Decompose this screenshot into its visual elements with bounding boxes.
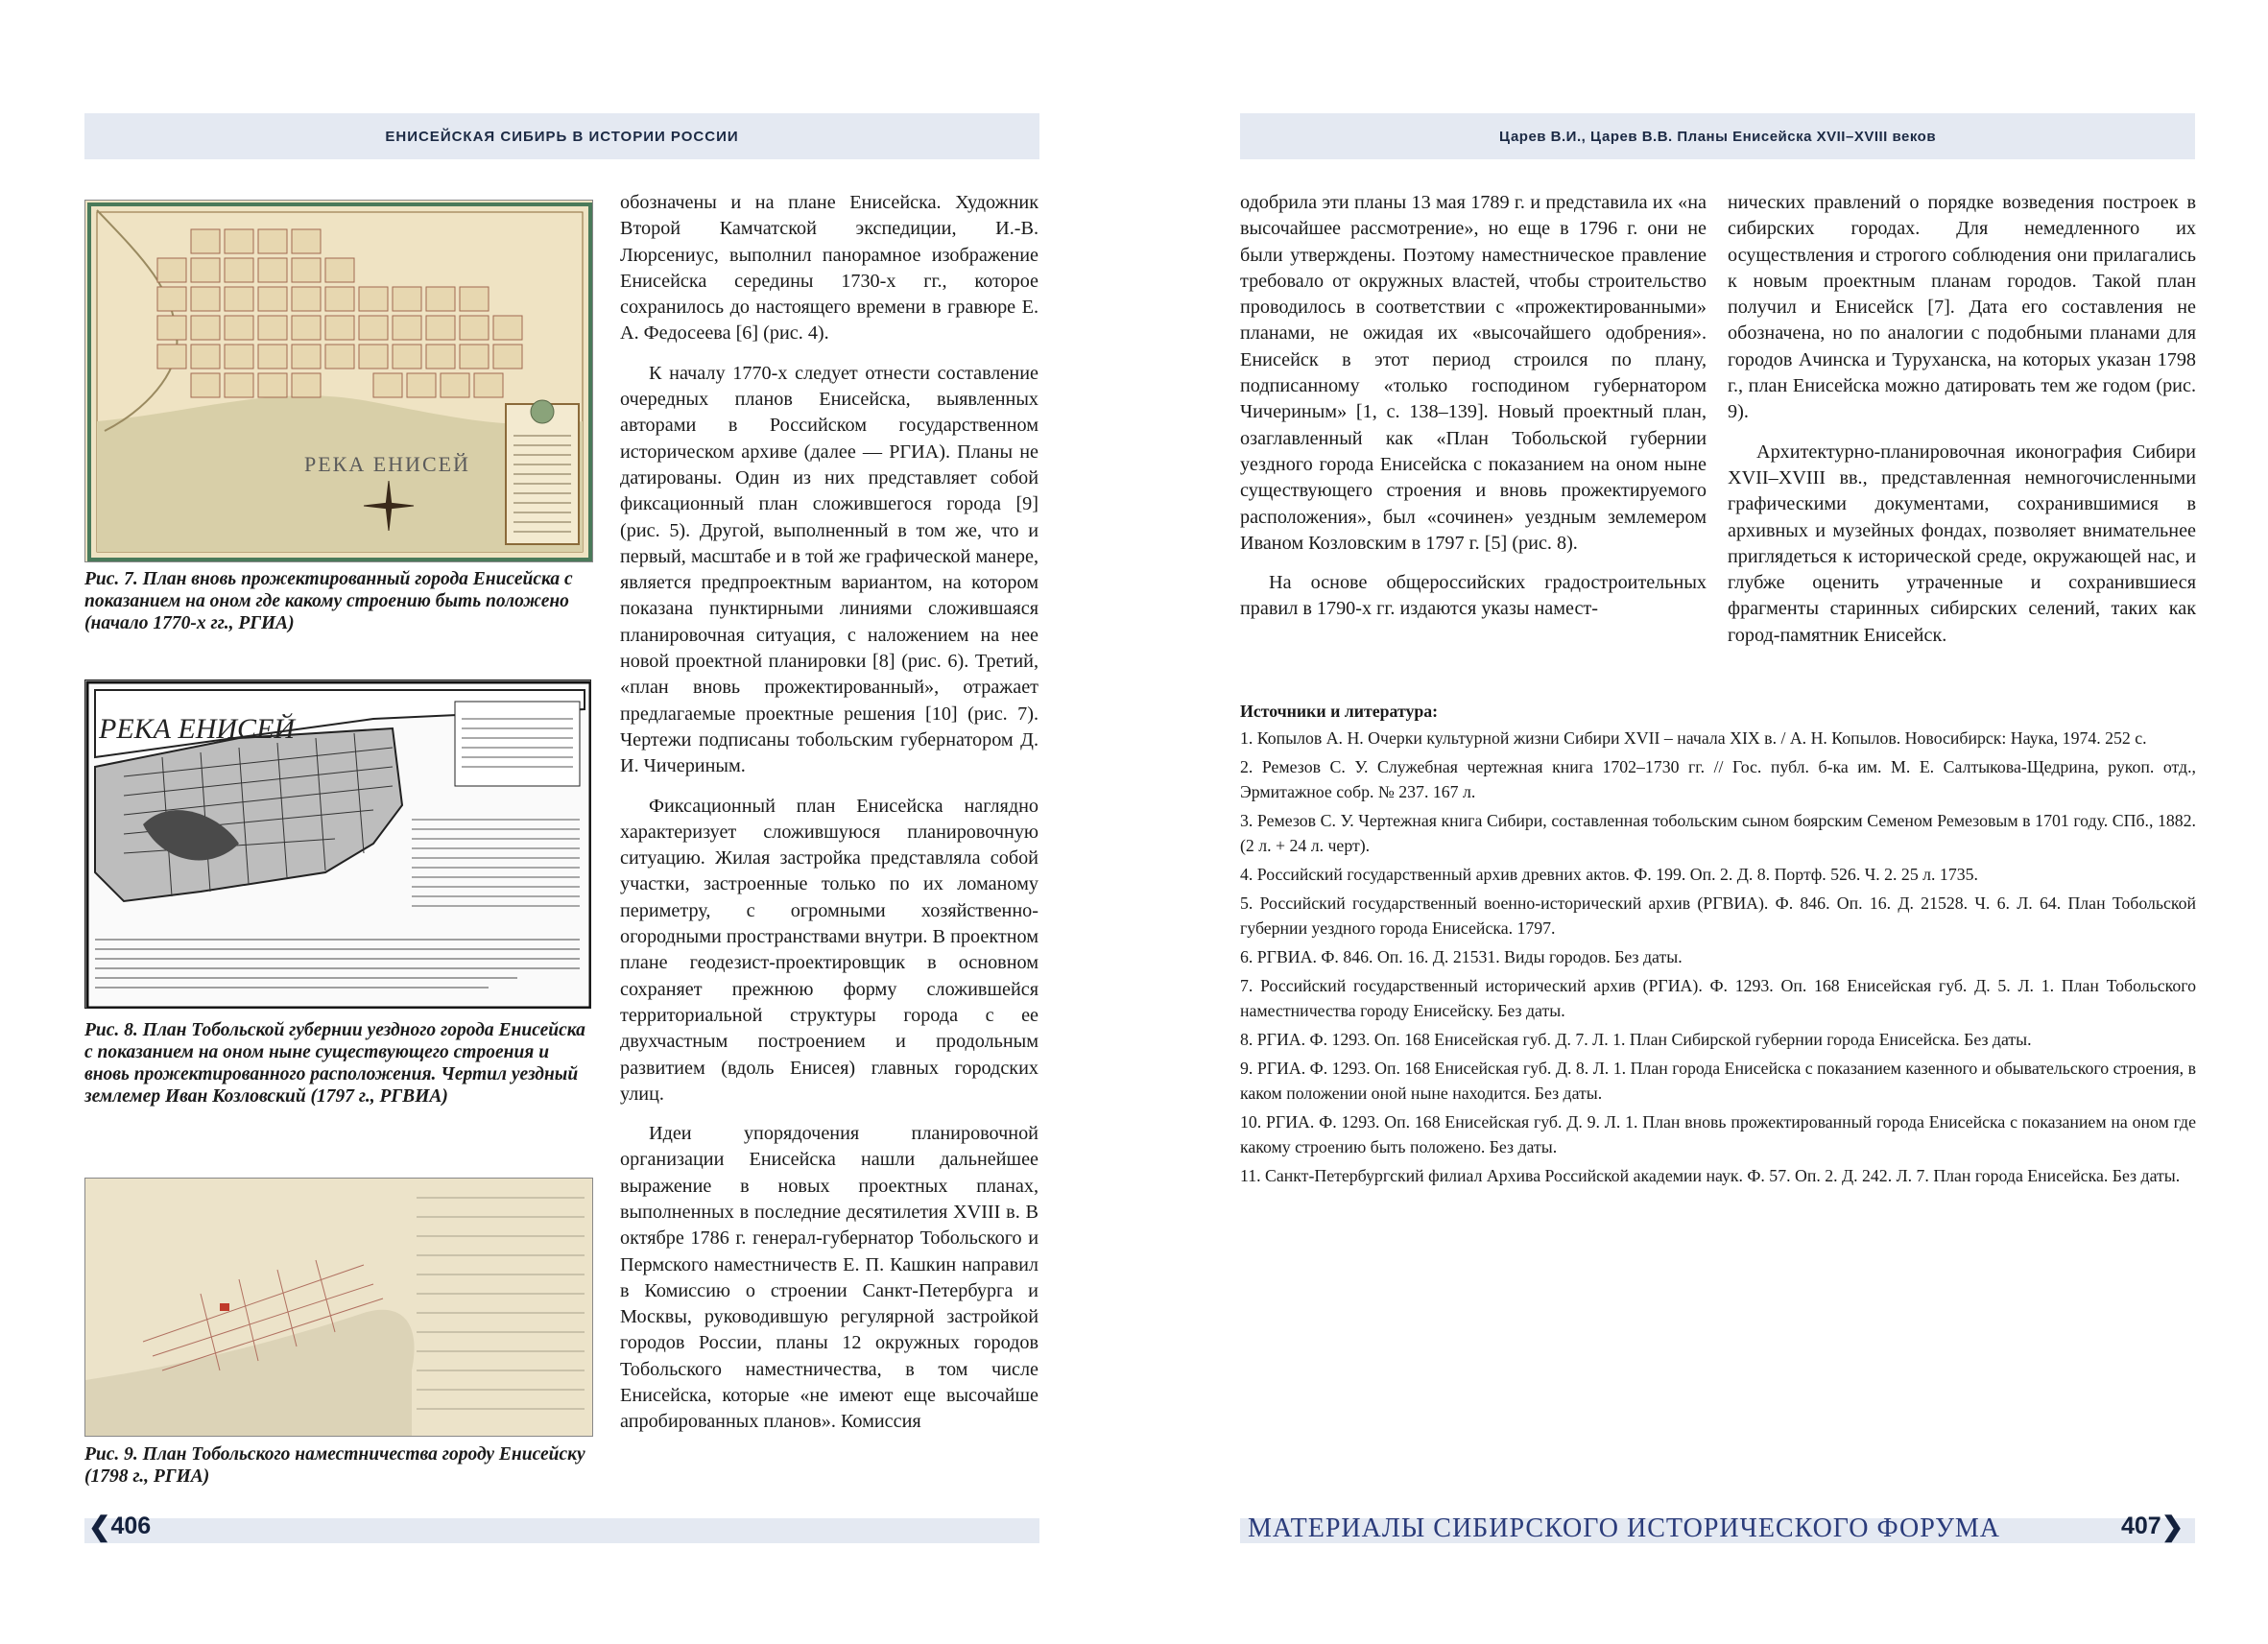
reference-item: 10. РГИА. Ф. 1293. Оп. 168 Енисейская губ. Д. 9. Л. 1. План вновь прожектированный города Енисейска с показанием на оном где какому строению быть положено. Без даты. <box>1240 1112 2196 1156</box>
page-number-right-value: 407 <box>2121 1513 2161 1539</box>
figure-8-map <box>84 679 591 1009</box>
reference-item: 9. РГИА. Ф. 1293. Оп. 168 Енисейская губ. Д. 8. Л. 1. План города Енисейска с показанием казенного и обывательского строения, в каком положении оной ныне находится. Без даты. <box>1240 1059 2196 1103</box>
footer-bar-left <box>84 1518 1039 1543</box>
reference-item: 3. Ремезов С. У. Чертежная книга Сибири, составленная тобольским сыном боярским Семеном Ремезовым в 1701 году. СПб., 1882. (2 л. + 24 л. черт). <box>1240 811 2196 855</box>
page-number-right <box>2121 1513 2184 1540</box>
references-title: Источники и литература: <box>1240 702 1439 721</box>
figure-9-caption: Рис. 9. План Тобольского наместничества городу Енисейску (1798 г., РГИА) <box>84 1444 585 1487</box>
reference-item: 7. Российский государственный исторический архив (РГИА). Ф. 1293. Оп. 168 Енисейская губ. Д. 5. Л. 1. План Тобольского наместничества городу Енисейску. Без даты. <box>1240 976 2196 1020</box>
running-header-left <box>84 113 1039 159</box>
figure-9-map <box>84 1178 593 1437</box>
reference-item: 5. Российский государственный военно-исторический архив (РГВИА). Ф. 846. Оп. 16. Д. 21528. Ч. 6. Л. 64. План Тобольской губернии уездного города Енисейска. 1797. <box>1240 893 2196 938</box>
reference-item: 1. Копылов А. Н. Очерки культурной жизни Сибири XVII – начала XIX в. / А. Н. Копылов. Новосибирск: Наука, 1974. 252 с. <box>1240 728 2147 748</box>
paragraph: Архитектурно-планировочная иконография Сибири XVII–XVIII вв., представленная немногочисленными графическими документами, сохранившимися в архивных и музейных фондах, позволяет внимательнее приглядеться к исторической среде, окружающей нас, и глубже оценить утраченные и сохранившиеся фрагменты старинных сибирских селений, таких как город-памятник Енисейск. <box>1728 441 2196 646</box>
figure-7-caption: Рис. 7. План вновь прожектированный города Енисейска с показанием на оном где какому строению быть положено (начало 1770-х гг., РГИА) <box>84 569 573 633</box>
right-page-column-1 <box>1240 190 1707 636</box>
references-section <box>1240 699 2196 1192</box>
reference-item: 8. РГИА. Ф. 1293. Оп. 168 Енисейская губ. Д. 7. Л. 1. План Сибирской губернии города Енисейска. Без даты. <box>1240 1030 2032 1049</box>
chevron-left-icon: ❮ <box>88 1511 111 1541</box>
reference-item: 6. РГВИА. Ф. 846. Оп. 16. Д. 21531. Виды городов. Без даты. <box>1240 947 1683 966</box>
chevron-right-icon: ❯ <box>2161 1511 2184 1541</box>
figure-7-map <box>84 200 593 562</box>
reference-item: 2. Ремезов С. У. Служебная чертежная книга 1702–1730 гг. // Гос. публ. б-ка им. М. Е. Салтыкова-Щедрина, рукоп. отд., Эрмитажное собр. № 237. 167 л. <box>1240 757 2196 801</box>
header-left-text: ЕНИСЕЙСКАЯ СИБИРЬ В ИСТОРИИ РОССИИ <box>385 128 739 145</box>
running-header-right <box>1240 113 2195 159</box>
right-page-column-2 <box>1728 190 2196 662</box>
figure-8-river-label: РЕКА ЕНИСЕЙ <box>99 713 296 745</box>
figure-8-caption: Рис. 8. План Тобольской губернии уездного города Енисейска с показанием на оном ныне существующего строения и вновь прожектированного расположения. Чертил уездный землемер Иван Козловский (1797 г., РГВИА) <box>84 1020 585 1107</box>
paragraph: нических правлений о порядке возведения построек в сибирских городах. Для немедленного их осуществления и строгого соблюдения они прилагались к новым проектным планам городов. Такой план получил и Енисейск [7]. Дата его составления не обозначена, но по аналогии с подобными планами для городов Ачинска и Туруханска, на которых указан 1798 г., план Енисейска можно датировать тем же годом (рис. 9). <box>1728 192 2196 423</box>
left-page-text-column <box>620 190 1039 1449</box>
reference-item: 4. Российский государственный архив древних актов. Ф. 199. Оп. 2. Д. 8. Портф. 526. Ч. 2. 25 л. 1735. <box>1240 865 1978 884</box>
page-number-left <box>88 1513 151 1540</box>
reference-item: 11. Санкт-Петербургский филиал Архива Российской академии наук. Ф. 57. Оп. 2. Д. 242. Л. 7. План города Енисейска. Без даты. <box>1240 1166 2181 1185</box>
paragraph: обозначены и на плане Енисейска. Художник Второй Камчатской экспедиции, И.-В. Люрсениус, выполнил панорамное изображение Енисейска середины 1730-х гг., которое сохранилось до настоящего времени в гравюре Е. А. Федосеева [6] (рис. 4). <box>620 192 1039 345</box>
figure-7-river-label: РЕКА ЕНИСЕЙ <box>304 452 470 476</box>
paragraph: Идеи упорядочения планировочной организации Енисейска нашли дальнейшее выражение в новых проектных планах, выполненных в последние десятилетия XVIII в. В октябре 1786 г. генерал-губернатор Тобольского и Пермского наместничеств Е. П. Кашкин направил в Комиссию о строении Санкт-Петербурга и Москвы, руководившую регулярной застройкой городов России, планы 12 окружных городов Тобольского наместничества, в том числе Енисейска, которые «не имеют еще высочайше апробированных планов». Комиссия <box>620 1123 1039 1433</box>
paragraph: К началу 1770-х следует отнести составление очередных планов Енисейска, выявленных авторами в Российском государственном историческом архиве (далее — РГИА). Планы не датированы. Один из них представляет собой фиксационный план сложившегося города [9] (рис. 5). Другой, выполненный в том же, что и первый, масштабе и в той же графической манере, является предпроектным вариантом, на котором показана пунктирными линиями сложившаяся планировочная ситуация, с наложением на нее новой проектной планировки [8] (рис. 6). Третий, «план вновь прожектированный», отражает предлагаемые проектные решения [10] (рис. 7). Чертежи подписаны тобольским губернатором Д. И. Чичериным. <box>620 362 1039 777</box>
paragraph: На основе общероссийских градостроительных правил в 1790-х гг. издаются указы намест- <box>1240 572 1707 620</box>
paragraph: одобрила эти планы 13 мая 1789 г. и представила их «на высочайшее рассмотрение», но еще в 1796 г. они не были утверждены. Поэтому наместническое правление требовало от окружных властей, чтобы строительство проводилось в соответствии с «прожектированными» планами, не ожидая их «высочайшего одобрения». Енисейск в этот период строился по плану, подписанному «только господином губернатором Чичериным» [1, с. 138–139]. Новый проектный план, озаглавленный как «План Тобольской губернии уездного города Енисейска с показанием на оном ныне существующего строения и вновь прожектируемого расположения», был «сочинен» уездным землемером Иваном Козловским в 1797 г. [5] (рис. 8). <box>1240 192 1707 554</box>
paragraph: Фиксационный план Енисейска наглядно характеризует сложившуюся планировочную ситуацию. Жилая застройка представляла собой участки, застроенные только по их ломаному периметру, с огромными хозяйственно-огородными пространствами внутри. В проектном плане геодезист-проектировщик в основном сохраняет прежнюю форму сложившейся территориальной структуры города с ее двухчастным построением и продольным развитием (вдоль Енисея) главных городских улиц. <box>620 795 1039 1105</box>
header-right-text: Царев В.И., Царев В.В. Планы Енисейска XVII–XVIII веков <box>1498 128 1937 145</box>
journal-title: МАТЕРИАЛЫ СИБИРСКОГО ИСТОРИЧЕСКОГО ФОРУМА <box>1248 1513 2001 1543</box>
page-number-left-value: 406 <box>110 1513 152 1539</box>
